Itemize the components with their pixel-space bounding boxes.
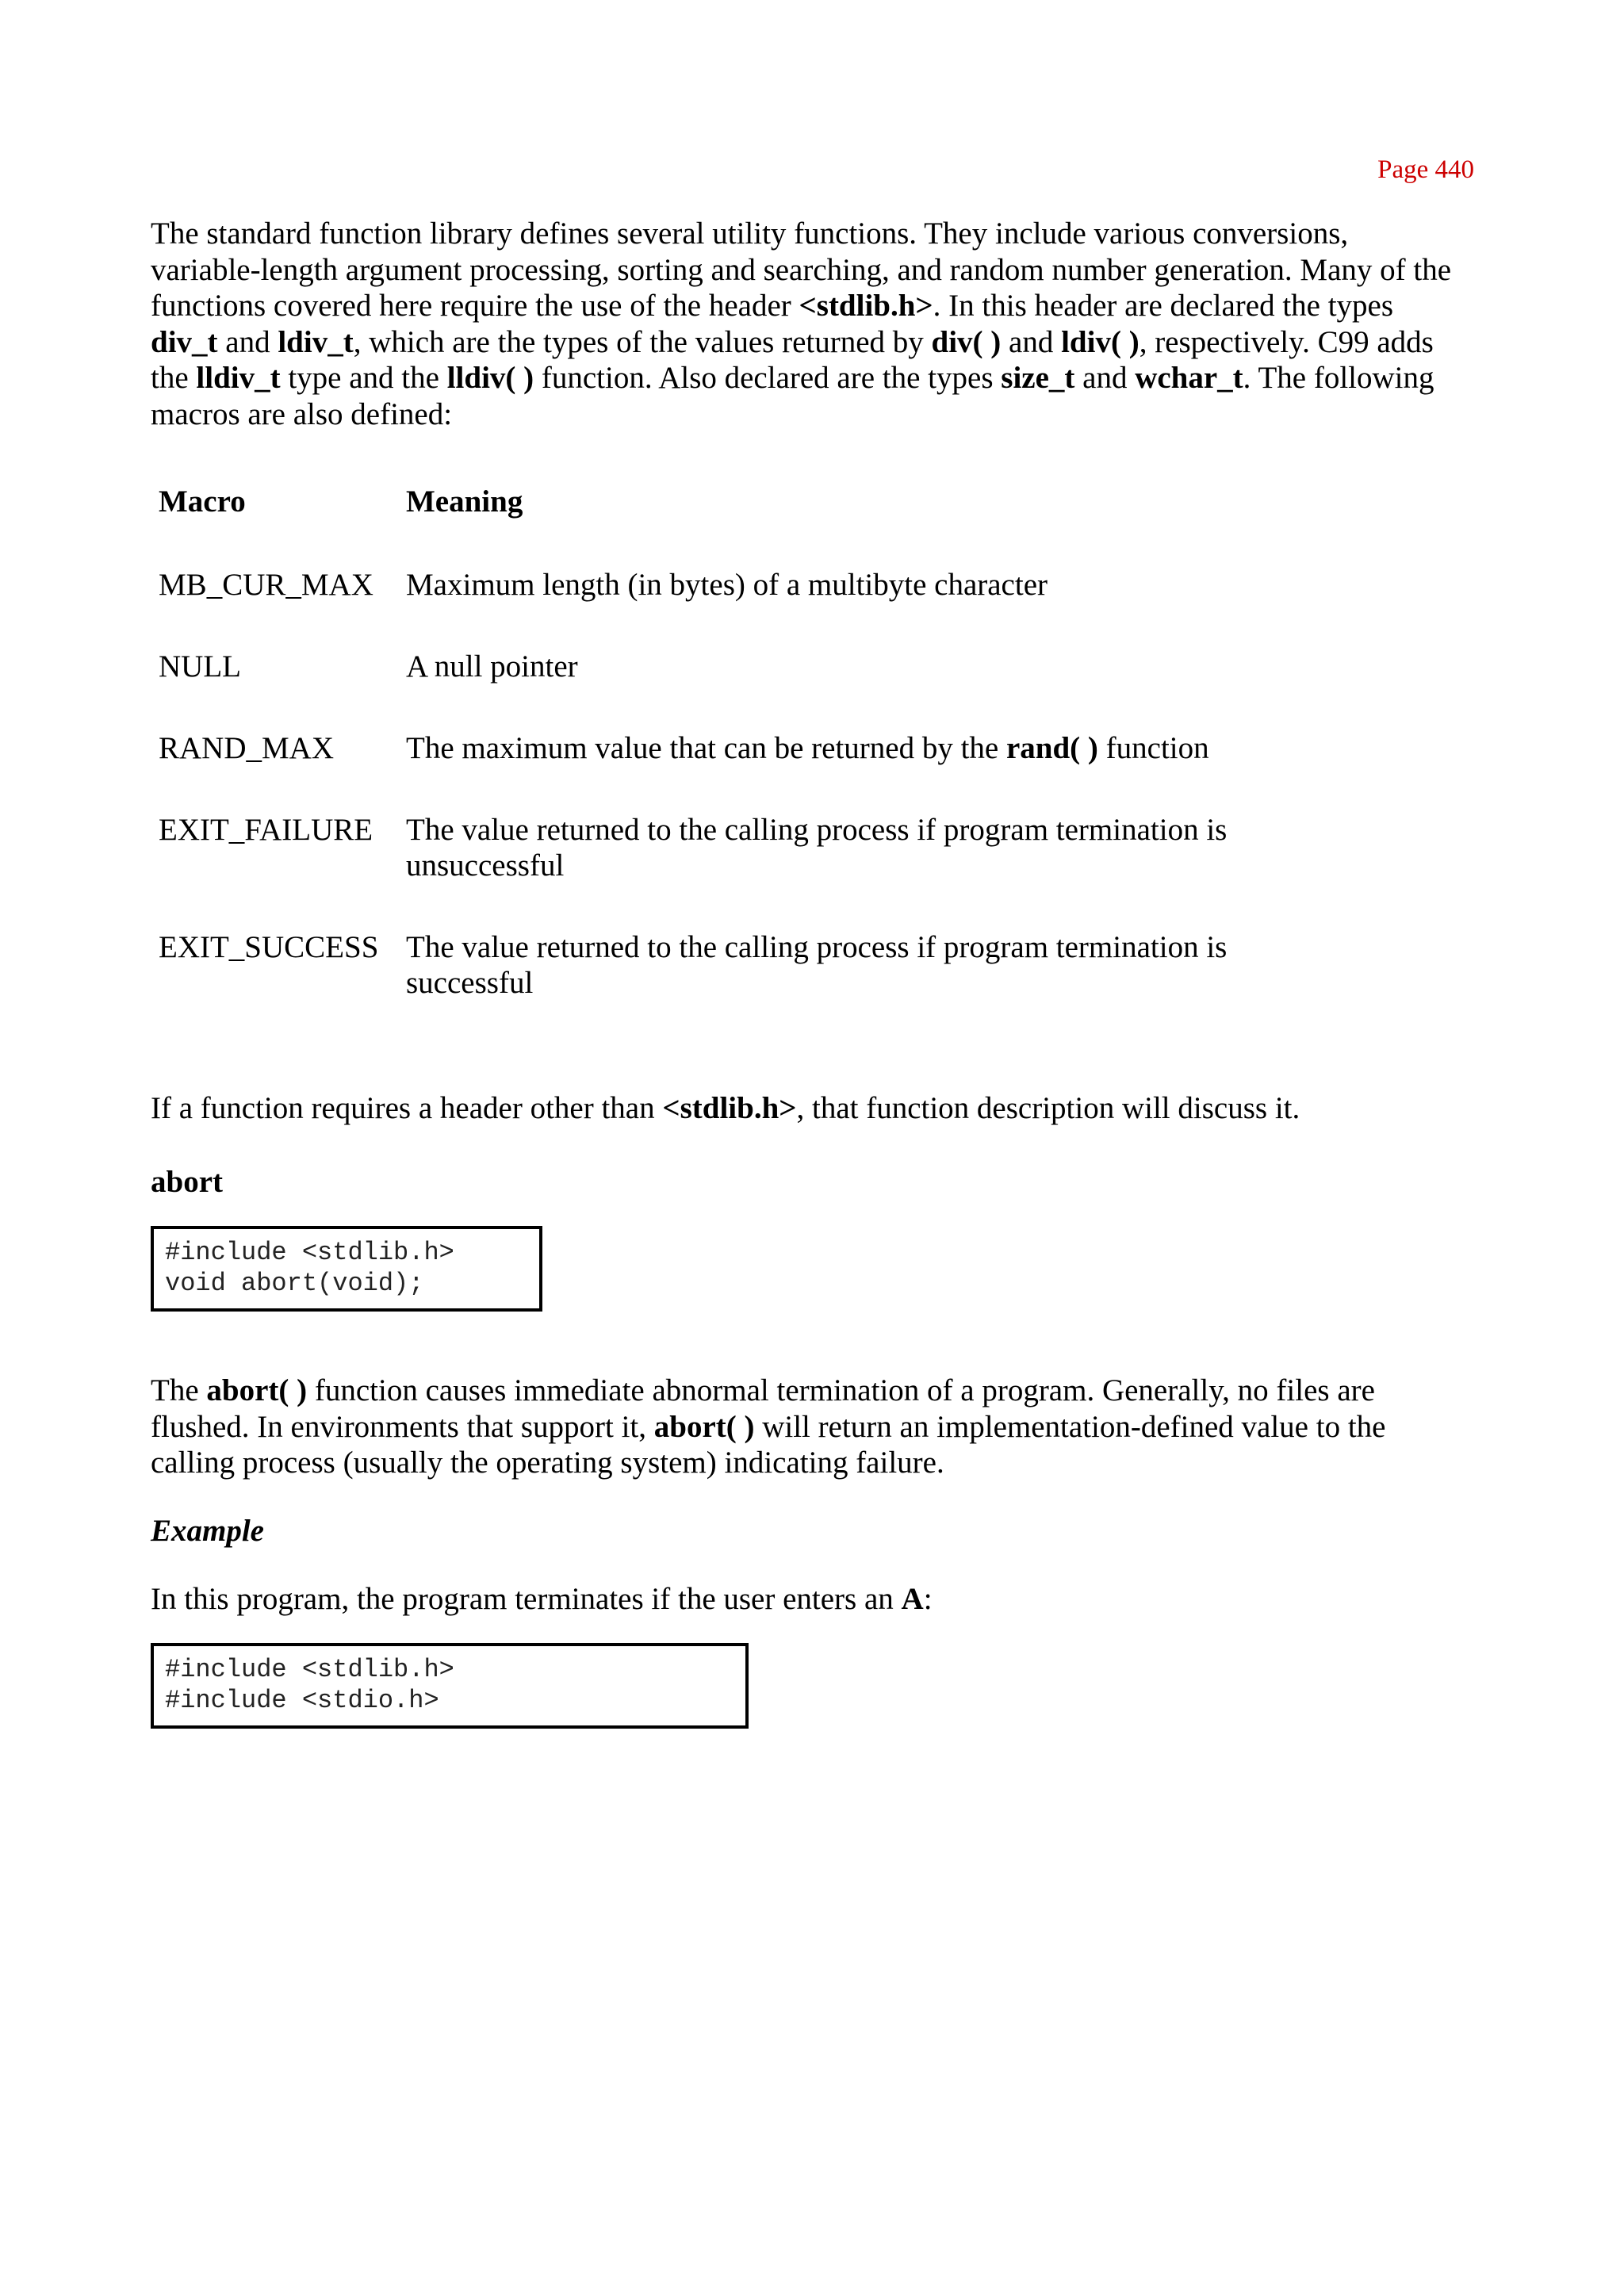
macro-meaning: The value returned to the calling process if program termination is successful (406, 930, 1228, 1000)
macro-meaning (406, 730, 1358, 766)
intro-bold-div-t: div_t (151, 324, 218, 359)
macro-row-mb-cur-max (159, 567, 1358, 603)
desc-text: The (151, 1373, 207, 1407)
example-text: : (923, 1582, 933, 1616)
macro-table-header (159, 484, 1358, 519)
page-number: Page 440 (1377, 155, 1474, 184)
macro-row-exit-failure (159, 812, 1358, 883)
note-text: If a function requires a header other than (151, 1091, 663, 1125)
abort-heading: abort (151, 1165, 223, 1199)
intro-bold-ldiv: ldiv( ) (1061, 324, 1139, 359)
example-text: In this program, the program terminates if the user enters an (151, 1582, 902, 1616)
macro-name: RAND_MAX (159, 731, 335, 765)
macro-name: NULL (159, 649, 241, 684)
note-text: , that function description will discuss it. (796, 1091, 1300, 1125)
intro-text: and (1001, 324, 1062, 359)
macro-column-header: Macro (159, 484, 246, 519)
intro-text: , which are the types of the values returned by (353, 324, 932, 359)
macro-row-null (159, 649, 1358, 684)
intro-bold-ldiv-t: ldiv_t (278, 324, 354, 359)
intro-text: The standard function library defines several utility functions. They include various conversions, variable-length argument processing, sorting and searching, and random number generation. Many of the functions covered here require the use of the header (151, 216, 1452, 324)
intro-text: function. Also declared are the types (534, 361, 1002, 396)
intro-bold-wchar-t: wchar_t (1135, 361, 1243, 396)
macro-row-rand-max (159, 730, 1358, 766)
macro-meaning-bold-rand: rand( ) (1005, 731, 1098, 765)
example-bold-a: A (901, 1582, 924, 1616)
intro-bold-lldiv-t: lldiv_t (196, 361, 281, 396)
macro-table (159, 484, 1358, 1001)
intro-paragraph (151, 216, 1459, 433)
intro-text: and (1074, 361, 1136, 396)
example-heading: Example (151, 1514, 264, 1548)
macro-row-exit-success (159, 929, 1358, 1001)
note-bold-stdlib: <stdlib.h> (662, 1091, 797, 1125)
macro-meaning: A null pointer (406, 649, 578, 684)
desc-bold-abort: abort( ) (653, 1409, 755, 1444)
macro-name: MB_CUR_MAX (159, 568, 373, 602)
intro-text: . In this header are declared the types (933, 289, 1394, 324)
intro-text: type and the (280, 361, 447, 396)
example-intro (151, 1581, 1459, 1618)
intro-bold-size-t: size_t (1001, 361, 1075, 396)
macro-meaning: Maximum length (in bytes) of a multibyte character (406, 568, 1048, 602)
macro-meaning-text: The maximum value that can be returned by the (406, 731, 1006, 765)
intro-text: . The following macros are also defined: (151, 361, 1434, 431)
macro-meaning-text: function (1097, 731, 1209, 765)
desc-text: function causes immediate abnormal termination of a program. Generally, no files are flushed. In environments that support it, (151, 1373, 1375, 1444)
abort-prototype-code: #include <stdlib.h> void abort(void); (151, 1226, 542, 1312)
intro-bold-div: div( ) (931, 324, 1002, 359)
desc-text: will return an implementation-defined value to the calling process (usually the operating system) indicating failure. (151, 1409, 1386, 1480)
header-note-paragraph (151, 1090, 1459, 1127)
intro-text: , respectively. C99 adds the (151, 324, 1434, 396)
desc-bold-abort: abort( ) (206, 1373, 308, 1407)
meaning-column-header: Meaning (406, 484, 523, 519)
macro-name: EXIT_SUCCESS (159, 930, 379, 964)
intro-bold-stdlib: <stdlib.h> (799, 289, 933, 324)
macro-meaning: The value returned to the calling process if program termination is unsuccessful (406, 813, 1228, 883)
example-code: #include <stdlib.h> #include <stdio.h> (151, 1643, 749, 1729)
intro-text: and (217, 324, 278, 359)
abort-description (151, 1373, 1459, 1481)
macro-name: EXIT_FAILURE (159, 813, 373, 847)
intro-bold-lldiv: lldiv( ) (446, 361, 534, 396)
